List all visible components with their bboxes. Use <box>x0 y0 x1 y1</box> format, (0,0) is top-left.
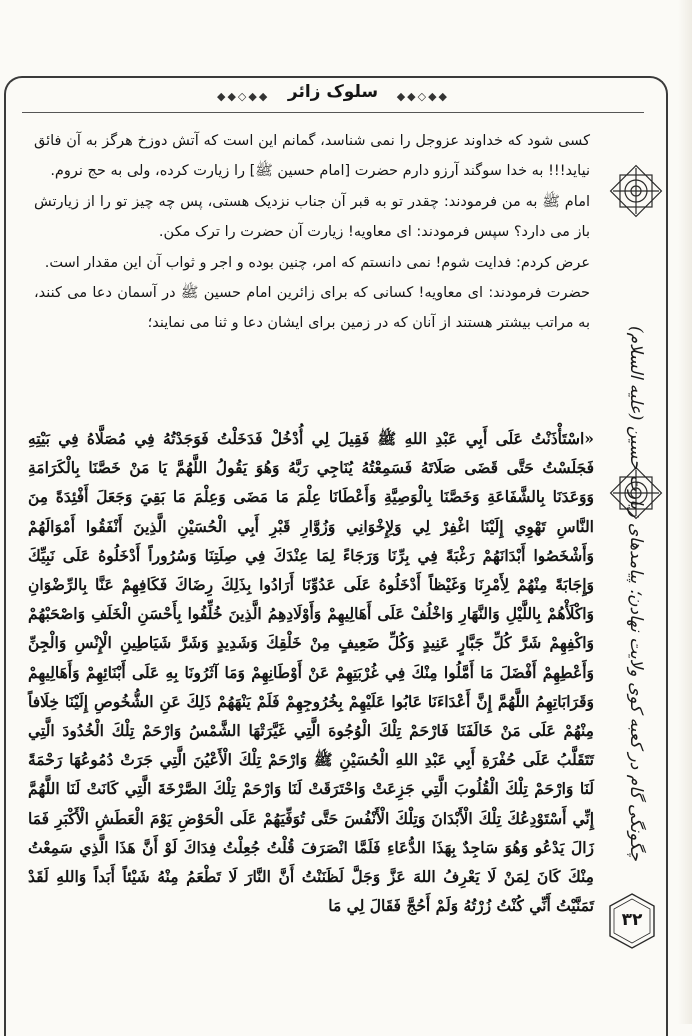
rosette-ornament-icon <box>609 164 663 218</box>
side-chapter-title: چگونگی گام در کعبه کوی ولایت نهادن؛ پیامدهای زیارت حسین (علیه السلام) <box>626 325 646 861</box>
page-number: ۳۲ <box>621 910 643 930</box>
header-ornament-left: ◆◆◇◆◆ <box>217 90 270 103</box>
running-header <box>22 82 644 113</box>
page-number-badge <box>606 892 658 950</box>
persian-paragraph-1: کسی شود که خداوند عزوجل را نمی شناسد، گمانم این است که آتش دوزخ هرگز به آن فائق نیاید!!! به خدا سوگند آرزو دارم حضرت [امام حسین ﷺ] را زیارت کرده، ولی به حج نروم. <box>34 133 590 180</box>
page-edge-shadow <box>678 0 692 1024</box>
header-ornament-right: ◆◆◇◆◆ <box>396 90 449 103</box>
arabic-hadith-block <box>28 424 594 920</box>
side-margin-strip <box>598 168 674 968</box>
persian-paragraph-3: عرض کردم: فدایت شوم! نمی دانستم که امر، چنین بوده و اجر و ثواب آن این مقدار است. <box>44 254 590 271</box>
persian-text-block <box>34 126 590 339</box>
header-title: سلوک زائر <box>287 82 379 102</box>
persian-paragraph-2: امام ﷺ به من فرمودند: چقدر تو به قبر آن جناب نزدیک هستی، پس چه چیز تو را از زیارتش باز می دارد؟ سپس فرمودند: ای معاویه! زیارت آن حضرت را ترک مکن. <box>34 193 590 241</box>
arabic-hadith-text: «اسْتَأْذَنْتُ عَلَى أَبِي عَبْدِ اللهِ ﷺ فَقِيلَ لِي أُدْخُلْ فَدَخَلْتُ فَوَجَدْتُهُ فِي مُصَلَّاهُ فِي بَيْتِهِ فَجَلَسْتُ حَتَّى قَضَى صَلَاتَهُ فَسَمِعْتُهُ يُنَاجِي رَبَّهُ وَهُوَ يَقُولُ اللَّهُمَّ يَا مَنْ خَصَّنَا بِالْكَرَامَةِ وَوَعَدَنَا بِالشَّفَاعَةِ وَخَصَّنَا بِالْوَصِيَّةِ وَأَعْطَانَا عِلْمَ مَا مَضَى وَعِلْمَ مَا بَقِيَ وَجَعَلَ أَفْئِدَةً مِنَ النَّاسِ تَهْوِي إِلَيْنَا اغْفِرْ لِي وَلِإِخْوَانِي وَزُوَّارِ قَبْرِ أَبِي الْحُسَيْنِ الَّذِينَ أَنْفَقُوا أَمْوَالَهُمْ وَأَشْخَصُوا أَبْدَانَهُمْ رَغْبَةً فِي بِرِّنَا وَرَجَاءً لِمَا عِنْدَكَ فِي صِلَتِنَا وَسُرُوراً أَدْخَلُوهُ عَلَى نَبِيِّكَ وَإِجَابَةً مِنْهُمْ لِأَمْرِنَا وَغَيْظاً أَدْخَلُوهُ عَلَى عَدُوِّنَا أَرَادُوا بِذَلِكَ رِضَاكَ فَكَافِهِمْ عَنَّا بِالرِّضْوَانِ وَاكْلَأْهُمْ بِاللَّيْلِ وَالنَّهَارِ وَاخْلُفْ عَلَى أَهَالِيهِمْ وَأَوْلَادِهِمُ الَّذِينَ خُلِّفُوا بِأَحْسَنِ الْخَلَفِ وَاصْحَبْهُمْ وَاكْفِهِمْ شَرَّ كُلِّ جَبَّارٍ عَنِيدٍ وَكُلِّ ضَعِيفٍ مِنْ خَلْقِكَ وَشَدِيدٍ وَشَرَّ شَيَاطِينِ الْإِنْسِ وَالْجِنِّ وَأَعْطِهِمْ أَفْضَلَ مَا أَمَّلُوا مِنْكَ فِي غُرْبَتِهِمْ عَنْ أَوْطَانِهِمْ وَمَا آثَرُونَا بِهِ عَلَى أَبْنَائِهِمْ وَأَهَالِيهِمْ وَقَرَابَاتِهِمُ اللَّهُمَّ إِنَّ أَعْدَاءَنَا عَابُوا عَلَيْهِمْ بِخُرُوجِهِمْ فَلَمْ يَنْهَهُمْ ذَلِكَ عَنِ الشُّخُوصِ إِلَيْنَا خِلَافاً مِنْهُمْ عَلَى مَنْ خَالَفَنَا فَارْحَمْ تِلْكَ الْوُجُوهَ الَّتِي غَيَّرَتْهَا الشَّمْسُ وَارْحَمْ تِلْكَ الْخُدُودَ الَّتِي تَتَقَلَّبُ عَلَى حُفْرَةِ أَبِي عَبْدِ اللهِ الْحُسَيْنِ ﷺ وَارْحَمْ تِلْكَ الْأَعْيُنَ الَّتِي جَرَتْ دُمُوعُهَا رَحْمَةً لَنَا وَارْحَمْ تِلْكَ الْقُلُوبَ الَّتِي جَزِعَتْ وَاحْتَرَقَتْ لَنَا وَارْحَمْ تِلْكَ الصَّرْخَةَ الَّتِي كَانَتْ لَنَا اللَّهُمَّ إِنِّي أَسْتَوْدِعُكَ تِلْكَ الْأَبْدَانَ وَتِلْكَ الْأَنْفُسَ حَتَّى تُوَفِّيَهُمْ عَلَى الْحَوْضِ يَوْمَ الْعَطَشِ الْأَكْبَرِ فَمَا زَالَ يَدْعُو وَهُوَ سَاجِدٌ بِهَذَا الدُّعَاءِ فَلَمَّا انْصَرَفَ قُلْتُ جُعِلْتُ فِدَاكَ لَوْ أَنَّ هَذَا الَّذِي سَمِعْتُ مِنْكَ كَانَ لِمَنْ لَا يَعْرِفُ اللهَ عَزَّ وَجَلَّ لَظَنَنْتُ أَنَّ النَّارَ لَا تَطْعَمُ مِنْهُ شَيْئاً أَبَداً وَاللهِ لَقَدْ تَمَنَّيْتُ أَنِّي كُنْتُ زُرْتُهُ وَلَمْ أَحُجَّ فَقَالَ لِي مَا <box>28 429 594 916</box>
persian-paragraph-4: حضرت فرمودند: ای معاویه! کسانی که برای زائرین امام حسین ﷺ در آسمان دعا می کنند، به مراتب بیشتر هستند از آنان که در زمین برای ایشان دعا و ثنا می نمایند؛ <box>34 285 590 332</box>
